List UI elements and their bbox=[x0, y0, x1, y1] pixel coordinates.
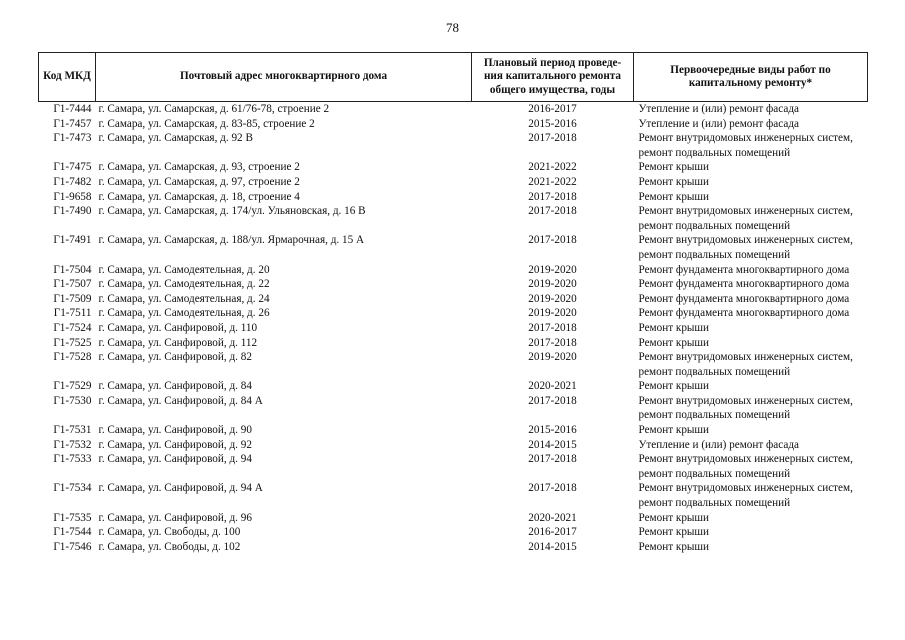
cell-mkd-code: Г1-9658 bbox=[53, 190, 92, 203]
cell-mkd-code: Г1-7532 bbox=[53, 438, 92, 451]
cell-address: г. Самара, ул. Самодеятельная, д. 24 bbox=[98, 292, 270, 305]
cell-address: г. Самара, ул. Санфировой, д. 94 bbox=[98, 453, 252, 466]
table-row bbox=[39, 350, 868, 379]
cell-period: 2015-2016 bbox=[528, 424, 577, 437]
cell-works: Ремонт внутридомовых инженерных систем, ремонт подвальных помещений bbox=[638, 234, 853, 261]
cell-works: Ремонт крыши bbox=[638, 175, 710, 188]
header-row bbox=[39, 53, 868, 102]
cell-works: Ремонт крыши bbox=[638, 511, 710, 524]
cell-mkd-code: Г1-7490 bbox=[53, 205, 92, 218]
cell-mkd-code: Г1-7531 bbox=[53, 424, 92, 437]
table-row bbox=[39, 321, 868, 336]
table-row bbox=[39, 306, 868, 321]
table-row bbox=[39, 438, 868, 453]
cell-period: 2017-2018 bbox=[528, 132, 577, 145]
cell-works: Ремонт крыши bbox=[638, 336, 710, 349]
cell-address: г. Самара, ул. Самодеятельная, д. 20 bbox=[98, 263, 270, 276]
cell-mkd-code: Г1-7444 bbox=[53, 103, 92, 115]
table-row bbox=[39, 102, 868, 117]
cell-works: Утепление и (или) ремонт фасада bbox=[638, 438, 799, 451]
cell-mkd-code: Г1-7530 bbox=[53, 394, 92, 407]
table-header bbox=[39, 53, 868, 102]
table-row bbox=[39, 190, 868, 205]
cell-address: г. Самара, ул. Санфировой, д. 112 bbox=[98, 336, 258, 349]
table-row bbox=[39, 263, 868, 278]
table-row bbox=[39, 540, 868, 555]
cell-address: г. Самара, ул. Самарская, д. 188/ул. Ярмарочная, д. 15 А bbox=[98, 234, 365, 247]
table-row bbox=[39, 292, 868, 307]
cell-period: 2019-2020 bbox=[528, 351, 577, 364]
cell-works: Ремонт фундамента многоквартирного дома bbox=[638, 292, 850, 305]
cell-period: 2017-2018 bbox=[528, 190, 577, 203]
cell-mkd-code: Г1-7491 bbox=[53, 234, 92, 247]
header-code: Код МКД bbox=[39, 53, 96, 102]
cell-period: 2017-2018 bbox=[528, 482, 577, 495]
cell-works: Ремонт крыши bbox=[638, 380, 710, 393]
cell-mkd-code: Г1-7546 bbox=[53, 540, 92, 553]
cell-period: 2017-2018 bbox=[528, 453, 577, 466]
cell-address: г. Самара, ул. Санфировой, д. 90 bbox=[98, 424, 252, 437]
cell-works: Ремонт внутридомовых инженерных систем, ремонт подвальных помещений bbox=[638, 482, 853, 510]
cell-mkd-code: Г1-7509 bbox=[53, 292, 92, 305]
cell-mkd-code: Г1-7475 bbox=[53, 161, 92, 174]
cell-address: г. Самара, ул. Самарская, д. 61/76-78, строение 2 bbox=[98, 103, 330, 115]
cell-mkd-code: Г1-7535 bbox=[53, 511, 92, 524]
table-row bbox=[39, 452, 868, 481]
header-period: Плановый период проведе-ния капитального ремонта общего имущества, годы bbox=[472, 53, 634, 102]
table-body bbox=[39, 102, 868, 555]
cell-address: г. Самара, ул. Санфировой, д. 92 bbox=[98, 438, 252, 451]
cell-period: 2017-2018 bbox=[528, 336, 577, 349]
cell-period: 2021-2022 bbox=[528, 161, 577, 174]
cell-mkd-code: Г1-7457 bbox=[53, 117, 92, 130]
cell-works: Ремонт внутридомовых инженерных систем, ремонт подвальных помещений bbox=[638, 394, 853, 422]
cell-address: г. Самара, ул. Свободы, д. 100 bbox=[98, 526, 241, 539]
cell-period: 2017-2018 bbox=[528, 205, 577, 218]
cell-address: г. Самара, ул. Свободы, д. 102 bbox=[98, 540, 241, 553]
table-row bbox=[39, 160, 868, 175]
cell-mkd-code: Г1-7507 bbox=[53, 278, 92, 291]
cell-address: г. Самара, ул. Самарская, д. 92 В bbox=[98, 132, 253, 145]
cell-address: г. Самара, ул. Санфировой, д. 84 А bbox=[98, 394, 263, 407]
table-row bbox=[39, 481, 868, 510]
page-number: 78 bbox=[446, 20, 459, 35]
cell-address: г. Самара, ул. Самарская, д. 93, строение 2 bbox=[98, 161, 300, 174]
table-row bbox=[39, 117, 868, 132]
header-works: Первоочередные виды работ по капитальному ремонту* bbox=[634, 53, 868, 102]
table-row bbox=[39, 423, 868, 438]
cell-mkd-code: Г1-7473 bbox=[53, 132, 92, 145]
cell-address: г. Самара, ул. Самарская, д. 83-85, строение 2 bbox=[98, 117, 315, 130]
cell-period: 2019-2020 bbox=[528, 307, 577, 320]
cell-period: 2019-2020 bbox=[528, 278, 577, 291]
cell-address: г. Самара, ул. Самарская, д. 97, строение 2 bbox=[98, 175, 300, 188]
cell-works: Ремонт внутридомовых инженерных систем, ремонт подвальных помещений bbox=[638, 132, 853, 159]
cell-mkd-code: Г1-7528 bbox=[53, 351, 92, 364]
cell-period: 2020-2021 bbox=[528, 511, 577, 524]
cell-works: Ремонт крыши bbox=[638, 161, 710, 174]
cell-works: Ремонт внутридомовых инженерных систем, ремонт подвальных помещений bbox=[638, 205, 853, 232]
cell-period: 2014-2015 bbox=[528, 438, 577, 451]
cell-works: Ремонт крыши bbox=[638, 190, 710, 203]
cell-works: Утепление и (или) ремонт фасада bbox=[638, 103, 799, 115]
cell-address: г. Самара, ул. Санфировой, д. 110 bbox=[98, 321, 258, 334]
table-row bbox=[39, 277, 868, 292]
cell-works: Утепление и (или) ремонт фасада bbox=[638, 117, 799, 130]
table-row bbox=[39, 233, 868, 262]
cell-mkd-code: Г1-7524 bbox=[53, 321, 92, 334]
cell-works: Ремонт фундамента многоквартирного дома bbox=[638, 307, 850, 320]
cell-mkd-code: Г1-7482 bbox=[53, 175, 92, 188]
cell-address: г. Самара, ул. Санфировой, д. 82 bbox=[98, 351, 252, 364]
cell-works: Ремонт фундамента многоквартирного дома bbox=[638, 278, 850, 291]
table-row bbox=[39, 131, 868, 160]
cell-period: 2015-2016 bbox=[528, 117, 577, 130]
cell-mkd-code: Г1-7533 bbox=[53, 453, 92, 466]
table-row bbox=[39, 175, 868, 190]
cell-works: Ремонт фундамента многоквартирного дома bbox=[638, 263, 850, 276]
cell-period: 2016-2017 bbox=[528, 526, 577, 539]
cell-period: 2017-2018 bbox=[528, 321, 577, 334]
cell-works: Ремонт крыши bbox=[638, 540, 710, 553]
table-row bbox=[39, 525, 868, 540]
cell-works: Ремонт крыши bbox=[638, 321, 710, 334]
cell-address: г. Самара, ул. Санфировой, д. 84 bbox=[98, 380, 252, 393]
cell-works: Ремонт внутридомовых инженерных систем, ремонт подвальных помещений bbox=[638, 351, 853, 378]
cell-works: Ремонт внутридомовых инженерных систем, ремонт подвальных помещений bbox=[638, 453, 853, 480]
cell-address: г. Самара, ул. Самарская, д. 18, строение 4 bbox=[98, 190, 300, 203]
cell-period: 2021-2022 bbox=[528, 175, 577, 188]
table-row bbox=[39, 511, 868, 526]
cell-address: г. Самара, ул. Самодеятельная, д. 22 bbox=[98, 278, 270, 291]
cell-mkd-code: Г1-7529 bbox=[53, 380, 92, 393]
table-row bbox=[39, 379, 868, 394]
cell-address: г. Самара, ул. Санфировой, д. 96 bbox=[98, 511, 252, 524]
table-row bbox=[39, 394, 868, 423]
cell-mkd-code: Г1-7534 bbox=[53, 482, 92, 495]
cell-works: Ремонт крыши bbox=[638, 424, 710, 437]
cell-period: 2020-2021 bbox=[528, 380, 577, 393]
cell-mkd-code: Г1-7504 bbox=[53, 263, 92, 276]
cell-address: г. Самара, ул. Самодеятельная, д. 26 bbox=[98, 307, 270, 320]
cell-period: 2017-2018 bbox=[528, 234, 577, 247]
cell-works: Ремонт крыши bbox=[638, 526, 710, 539]
table-row bbox=[39, 336, 868, 351]
header-address: Почтовый адрес многоквартирного дома bbox=[96, 53, 472, 102]
cell-address: г. Самара, ул. Санфировой, д. 94 А bbox=[98, 482, 263, 495]
cell-period: 2014-2015 bbox=[528, 540, 577, 553]
table-row bbox=[39, 204, 868, 233]
cell-mkd-code: Г1-7511 bbox=[53, 307, 92, 320]
cell-period: 2019-2020 bbox=[528, 292, 577, 305]
repair-plan-table bbox=[38, 52, 868, 554]
cell-address: г. Самара, ул. Самарская, д. 174/ул. Ульяновская, д. 16 В bbox=[98, 205, 366, 218]
cell-period: 2016-2017 bbox=[528, 103, 577, 115]
cell-mkd-code: Г1-7525 bbox=[53, 336, 92, 349]
cell-mkd-code: Г1-7544 bbox=[53, 526, 92, 539]
cell-period: 2017-2018 bbox=[528, 394, 577, 407]
cell-period: 2019-2020 bbox=[528, 263, 577, 276]
